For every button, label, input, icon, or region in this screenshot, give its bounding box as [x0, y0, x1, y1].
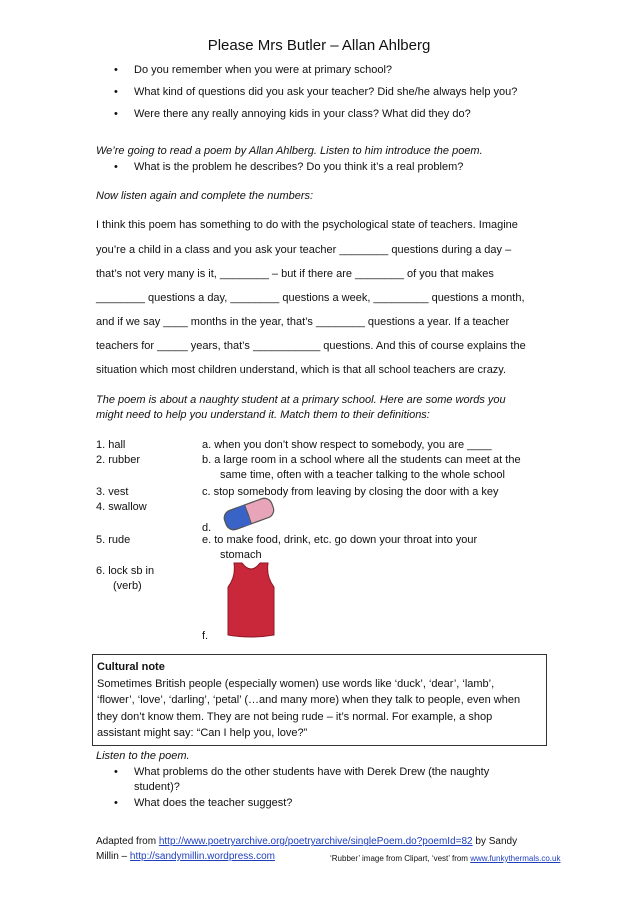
definition-b: b. a large room in a school where all the students can meet at the	[202, 454, 521, 466]
paragraph-line: that’s not very many is it, ________ – but if there are ________ of you that makes	[96, 268, 494, 280]
definition-d: d.	[202, 522, 212, 534]
footer-line-1: Adapted from http://www.poetryarchive.org/poetryarchive/singlePoem.do?poemId=82 by Sandy	[96, 836, 518, 847]
rubber-image	[218, 494, 280, 534]
image-credit: ‘Rubber’ image from Clipart, ‘vest’ from www.funkythermals.co.uk	[330, 854, 561, 863]
paragraph-line: ________ questions a day, ________ questions a week, _________ questions a month,	[96, 292, 525, 304]
word-verb-label: (verb)	[113, 580, 142, 592]
bullet-icon: •	[114, 108, 118, 120]
word-lock-sb-in: 6. lock sb in	[96, 565, 155, 577]
bullet-icon: •	[114, 766, 118, 778]
bullet-icon: •	[114, 797, 118, 809]
word-swallow: 4. swallow	[96, 501, 147, 513]
definition-e-cont: stomach	[220, 549, 262, 561]
cultural-note-line: they don’t know them. They are not being rude – it’s normal. For example, a shop	[97, 710, 493, 723]
word-vest: 3. vest	[96, 486, 129, 498]
bullet-icon: •	[114, 161, 118, 173]
definition-b-cont: same time, often with a teacher talking to the whole school	[220, 469, 505, 481]
cultural-note-heading: Cultural note	[97, 661, 165, 673]
cultural-note-line: Sometimes British people (especially women) use words like ‘duck’, ‘dear’, ‘lamb’,	[97, 677, 495, 690]
paragraph-line: teachers for _____ years, that’s ___________ questions. And this of course explains the	[96, 340, 526, 352]
word-rude: 5. rude	[96, 534, 131, 546]
footer-line-2: Millin – http://sandymillin.wordpress.com	[96, 851, 275, 862]
funkythermals-link[interactable]: www.funkythermals.co.uk	[470, 854, 561, 863]
list-item-cont: student)?	[134, 781, 180, 793]
cultural-note-line: assistant might say: “Can I help you, love?”	[97, 727, 308, 739]
bullet-icon: •	[114, 64, 118, 76]
match-intro-line: might need to help you understand it. Match them to their definitions:	[96, 409, 430, 421]
listen-poem-text: Listen to the poem.	[96, 750, 190, 762]
cultural-note-line: ‘flower’, ‘love’, ‘darling’, ‘petal’ (…and many more) when they talk to people, even when	[97, 694, 521, 706]
paragraph-line: situation which most children understand, which is that all school teachers are crazy.	[96, 364, 507, 376]
word-hall: 1. hall	[96, 439, 126, 451]
sandy-millin-link[interactable]: http://sandymillin.wordpress.com	[129, 851, 275, 862]
page-title: Please Mrs Butler – Allan Ahlberg	[207, 37, 431, 54]
intro-text: We’re going to read a poem by Allan Ahlberg. Listen to him introduce the poem.	[96, 145, 483, 157]
definition-f: f.	[202, 630, 209, 642]
definition-e: e. to make food, drink, etc. go down your throat into your	[202, 534, 478, 546]
match-intro-line: The poem is about a naughty student at a primary school. Here are some words you	[96, 394, 506, 406]
paragraph-line: and if we say ____ months in the year, that’s ________ questions a year. If a teacher	[96, 316, 510, 328]
paragraph-line: I think this poem has something to do with the psychological state of teachers. Imagine	[96, 219, 518, 231]
word-rubber: 2. rubber	[96, 454, 141, 466]
paragraph-line: you’re a child in a class and you ask your teacher ________ questions during a day –	[96, 244, 512, 256]
definition-a: a. when you don’t show respect to somebody, you are ____	[202, 439, 492, 451]
instruction-text: Now listen again and complete the numbers:	[96, 190, 314, 202]
bullet-icon: •	[114, 86, 118, 98]
definition-c: c. stop somebody from leaving by closing the door with a key	[202, 486, 499, 498]
poetry-archive-link[interactable]: http://www.poetryarchive.org/poetryarchive/singlePoem.do?poemId=82	[158, 836, 473, 847]
vest-image	[222, 561, 280, 639]
cultural-note-box	[92, 654, 547, 746]
